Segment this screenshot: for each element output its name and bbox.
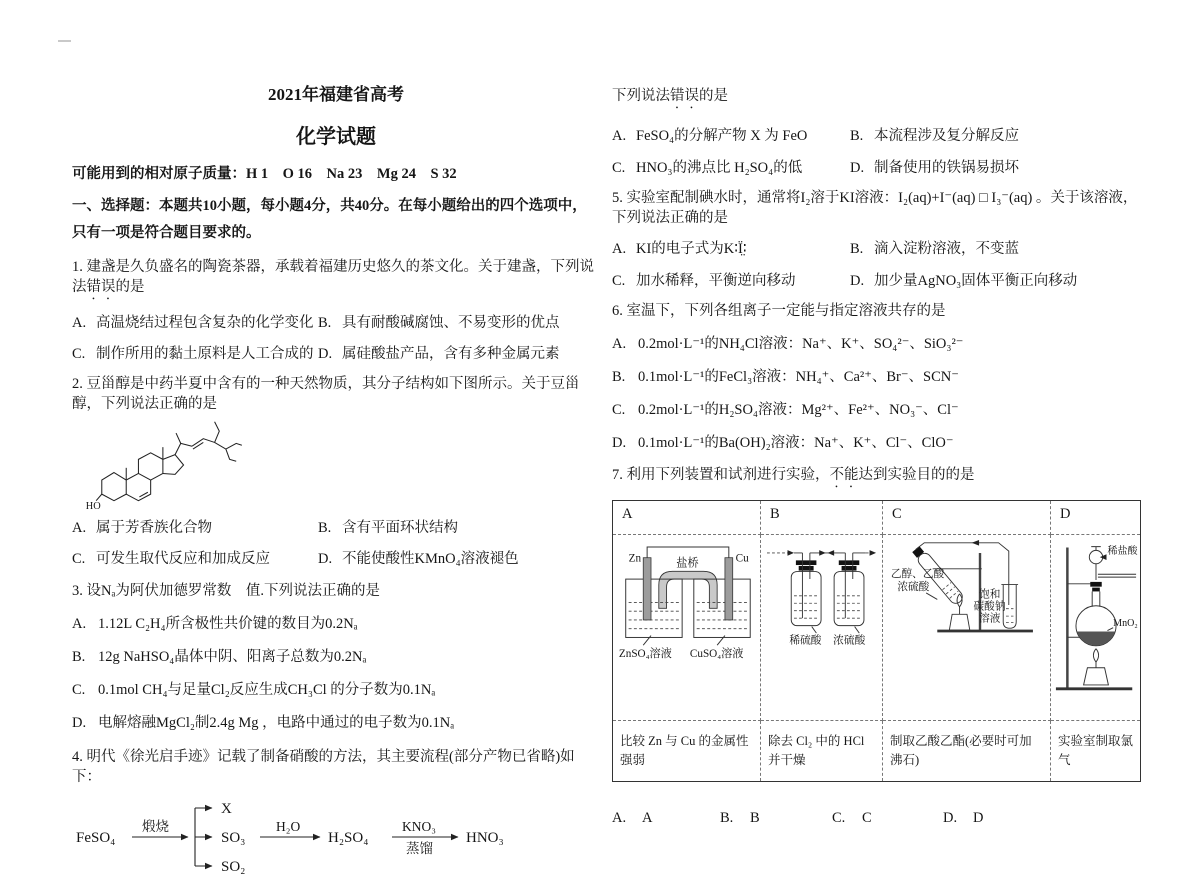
q4-option-a-text: FeSO₄的分解产物 X 为 FeO: [636, 128, 808, 144]
q3-option-a-text: 1.12L C₂H₄所含极性共价键的数目为0.2Nₐ: [98, 616, 358, 632]
q7-answer-c-label: C.: [832, 810, 846, 826]
q1-option-b-text: 具有耐酸碱腐蚀、不易变形的优点: [342, 315, 560, 331]
q1-stem-emphasis: 错误: [86, 279, 116, 295]
q1-options: [72, 313, 600, 364]
q6-option-b-label: B.: [612, 369, 626, 385]
q1-option-a-label: A.: [72, 315, 87, 331]
page-corner-mark: [58, 40, 71, 42]
left-column: [72, 80, 600, 878]
gas-washing-bottles-figure: [765, 538, 879, 648]
q1-option-a: [72, 313, 318, 333]
exam-year-title: 2021年福建省高考: [268, 85, 404, 104]
q6-option-d: [612, 433, 1140, 453]
q3-option-b: [72, 647, 600, 667]
flow-intermediate-h2so4: H₂SO₄: [328, 830, 369, 846]
q2-option-c-label: C.: [72, 551, 86, 567]
q2-option-b-text: 含有平面环状结构: [342, 520, 458, 536]
exam-subject-title: 化学试题: [296, 126, 376, 148]
q1-option-b-label: B.: [318, 315, 332, 331]
q3-option-b-text: 12g NaHSO₄晶体中阴、阳离子总数为0.2Nₐ: [98, 649, 367, 665]
q6-options: [612, 334, 1140, 453]
q5-option-c: [612, 271, 850, 291]
q7-stem-pre: 7. 利用下列装置和试剂进行实验，: [612, 467, 830, 483]
q3-option-a-label: A.: [72, 616, 87, 632]
chlorine-generator-figure: [1052, 538, 1140, 705]
q5-stem: 5. 实验室配制碘水时，通常将I₂溶于KI溶液：I₂(aq)+I⁻(aq) □ I₃⁻(aq) 。关于该溶液，下列说法正确的是: [612, 190, 1138, 226]
stigmasterol-structure-figure: [82, 418, 334, 512]
q7-apparatus-table: [612, 500, 1141, 782]
sodium-carbonate-label: 碳酸钠: [973, 600, 1005, 613]
q7-stem-emphasis: 不能: [829, 467, 859, 483]
cuso4-solution-label: CuSO₄溶液: [689, 647, 743, 660]
q2-option-b: [318, 518, 600, 538]
q3-option-c-text: 0.1mol CH₄与足量Cl₂反应生成CH₃Cl 的分子数为0.1Nₐ: [98, 682, 436, 698]
q3-option-b-label: B.: [72, 649, 86, 665]
q1-stem-post: 的是: [115, 279, 145, 295]
q7-answer-a-text: A: [642, 810, 653, 826]
q6-option-b: [612, 367, 1140, 387]
q4-cont-emphasis: 错误: [670, 88, 699, 104]
q1-option-a-text: 高温烧结过程包含复杂的化学变化: [96, 315, 314, 331]
q7-purpose-c: 制取乙酸乙酯(必要时可加沸石): [883, 721, 1051, 782]
q2-option-d-label: D.: [318, 551, 333, 567]
q6-option-c-text: 0.2mol·L⁻¹的H₂SO₄溶液：Mg²⁺、Fe²⁺、NO₃⁻、Cl⁻: [638, 402, 959, 418]
q3-option-c: [72, 680, 600, 700]
q6-option-c-label: C.: [612, 402, 626, 418]
galvanic-cell-figure: [616, 538, 758, 663]
q1-option-b: [318, 313, 600, 333]
q2-option-d-text: 不能使酸性KMnO₄溶液褪色: [342, 551, 519, 567]
q3-option-d: [72, 713, 600, 733]
q4-option-a-label: A.: [612, 128, 627, 144]
q5-option-d-text: 加少量AgNO₃固体平衡正向移动: [874, 273, 1078, 289]
mno2-label: MnO₂: [1113, 617, 1138, 629]
gas-outlet-tube: [1098, 574, 1136, 577]
q4-option-d-text: 制备使用的铁锅易损坏: [874, 160, 1019, 176]
q3-option-a: [72, 614, 600, 634]
dilute-hcl-label: 稀盐酸: [1107, 546, 1138, 558]
q2-options: [72, 518, 600, 569]
q7-answer-c: [832, 808, 943, 828]
q3-stem: 3. 设Nₐ为阿伏加德罗常数 值.下列说法正确的是: [72, 583, 381, 599]
q4-options: [612, 126, 1140, 178]
q4-cont-pre: 下列说法: [612, 88, 670, 104]
conc-h2so4-label: 浓硫酸: [896, 581, 929, 594]
q7-purpose-b: 除去 Cl₂ 中的 HCl 并干燥: [761, 721, 883, 782]
q4-option-d-label: D.: [850, 160, 865, 176]
q7-table-purpose-row: [613, 721, 1141, 782]
q2-option-a: [72, 518, 318, 538]
salt-bridge-label: 盐桥: [675, 557, 699, 570]
washing-bottle-2: [834, 572, 864, 626]
flow-condition-distill: 蒸馏: [406, 841, 433, 856]
q5-option-c-text: 加水稀释，平衡逆向移动: [636, 273, 796, 289]
section-1-header: 一、选择题：本题共10小题，每小题4分，共40分。在每小题给出的四个选项中，只有一项是符合题目要求的。: [72, 198, 587, 241]
alcohol-lamp: [1084, 668, 1109, 685]
copper-electrode-label: Cu: [735, 552, 749, 565]
q2-option-c: [72, 549, 318, 569]
q7-answer-a-label: A.: [612, 810, 627, 826]
q3-option-d-text: 电解熔融MgCl₂制2.4g Mg ，电路中通过的电子数为0.1Nₐ: [98, 715, 455, 731]
q1-option-d-text: 属硅酸盐产品，含有多种金属元素: [342, 346, 560, 362]
flow-product-hno3: HNO₃: [466, 830, 504, 846]
q7-purpose-d: 实验室制取氯气: [1051, 721, 1141, 782]
q4-cont-post: 的是: [699, 88, 728, 104]
q4-option-b-text: 本流程涉及复分解反应: [874, 128, 1019, 144]
atomic-masses-note: 可能用到的相对原子质量：H 1 O 16 Na 23 Mg 24 S 32: [72, 166, 457, 182]
q7-header-c: C: [883, 501, 1051, 535]
q7-apparatus-cell-a: [613, 535, 761, 721]
flow-branch-so3: SO₃: [221, 830, 246, 846]
q2-option-d: [318, 549, 600, 569]
q7-answer-a: [612, 808, 720, 828]
q4-stem: 4. 明代《徐光启手迹》记载了制备硝酸的方法，其主要流程(部分产物已省略)如下：: [72, 749, 575, 785]
q4-option-c-label: C.: [612, 160, 626, 176]
q7-header-d: D: [1051, 501, 1141, 535]
q6-option-a: [612, 334, 1140, 354]
q7-answer-options: [612, 808, 1140, 828]
q4-option-c-text: HNO₃的沸点比 H₂SO₄的低: [636, 160, 803, 176]
q1-option-d-label: D.: [318, 346, 333, 362]
q7-stem-post: 达到实验目的的是: [858, 467, 975, 483]
q7-table-apparatus-row: [613, 535, 1141, 721]
hydroxyl-label: HO: [85, 501, 101, 513]
q3-option-d-label: D.: [72, 715, 87, 731]
q7-answer-b-label: B.: [720, 810, 734, 826]
q5-option-a-text: KI的电子式为K∶Ï̤∶: [636, 241, 747, 257]
q5-option-b-text: 滴入淀粉溶液，不变蓝: [874, 241, 1019, 257]
zinc-electrode: [643, 558, 651, 620]
q4-continuation-line: [612, 86, 1140, 112]
q7-header-a: A: [613, 501, 761, 535]
q5-option-a: [612, 239, 850, 259]
nitric-acid-flow-diagram: [74, 793, 514, 878]
q5-option-c-label: C.: [612, 273, 626, 289]
q2-option-c-text: 可发生取代反应和加成反应: [96, 551, 270, 567]
q2-option-b-label: B.: [318, 520, 332, 536]
q7-answer-b: [720, 808, 832, 828]
znso4-solution-label: ZnSO₄溶液: [618, 647, 672, 660]
q4-option-c: [612, 158, 850, 178]
q2-option-a-text: 属于芳香族化合物: [96, 520, 212, 536]
copper-electrode: [724, 558, 732, 620]
saturated-label: 饱和: [978, 588, 1000, 601]
alcohol-lamp-flame: [1093, 649, 1098, 662]
q5-options: [612, 239, 1140, 291]
q6-option-b-text: 0.1mol·L⁻¹的FeCl₃溶液：NH₄⁺、Ca²⁺、Br⁻、SCN⁻: [638, 369, 959, 385]
q1-option-d: [318, 344, 600, 364]
flow-condition-water: H₂O: [276, 819, 301, 834]
q5-option-b: [850, 239, 1140, 259]
q5-option-b-label: B.: [850, 241, 864, 257]
q7-apparatus-cell-d: [1051, 535, 1141, 721]
q5-option-d: [850, 271, 1140, 291]
q1-option-c: [72, 344, 318, 364]
q7-answer-b-text: B: [750, 810, 760, 826]
ester-preparation-figure: [889, 538, 1045, 659]
alcohol-lamp: [949, 614, 969, 630]
flow-condition-kno3: KNO₃: [402, 819, 436, 834]
q6-stem: 6. 室温下，下列各组离子一定能与指定溶液共存的是: [612, 303, 946, 319]
q1-stem: [72, 257, 600, 303]
q6-option-d-label: D.: [612, 435, 627, 451]
zinc-electrode-label: Zn: [628, 552, 641, 565]
q7-table-header-row: [613, 501, 1141, 535]
flow-condition-calcine: 煅烧: [142, 819, 169, 834]
q4-option-a: [612, 126, 850, 146]
q7-apparatus-cell-b: [761, 535, 883, 721]
q5-option-a-label: A.: [612, 241, 627, 257]
q5-option-d-label: D.: [850, 273, 865, 289]
flow-branch-so2: SO₂: [221, 859, 246, 875]
q7-answer-d-label: D.: [943, 810, 958, 826]
q3-option-c-label: C.: [72, 682, 86, 698]
q7-header-b: B: [761, 501, 883, 535]
flow-start: FeSO₄: [76, 830, 116, 846]
q6-option-a-text: 0.2mol·L⁻¹的NH₄Cl溶液：Na⁺、K⁺、SO₄²⁻、SiO₃²⁻: [638, 336, 964, 352]
q6-option-c: [612, 400, 1140, 420]
washing-bottle-1: [791, 572, 821, 626]
q7-apparatus-cell-c: [883, 535, 1051, 721]
q7-stem: [612, 465, 1140, 491]
flow-branch-x: X: [221, 801, 232, 817]
q4-option-b: [850, 126, 1140, 146]
q4-option-d: [850, 158, 1140, 178]
q1-stem-pre: 1. 建盏是久负盛名的陶瓷茶器，承载着福建历史悠久的茶文化。关于建盏，下列说法: [72, 259, 594, 295]
q7-answer-d: [943, 808, 983, 828]
ethanol-acetic-acid-label: 乙醇、乙酸: [890, 568, 944, 581]
q6-option-a-label: A.: [612, 336, 627, 352]
dilute-sulfuric-acid-label: 稀硫酸: [788, 634, 822, 647]
q6-option-d-text: 0.1mol·L⁻¹的Ba(OH)₂溶液：Na⁺、K⁺、Cl⁻、ClO⁻: [638, 435, 954, 451]
q1-option-c-label: C.: [72, 346, 86, 362]
q2-option-a-label: A.: [72, 520, 87, 536]
q3-options: [72, 614, 600, 733]
conc-sulfuric-acid-label: 浓硫酸: [832, 634, 865, 647]
q4-option-b-label: B.: [850, 128, 864, 144]
q7-purpose-a: 比较 Zn 与 Cu 的金属性强弱: [613, 721, 761, 782]
q7-answer-c-text: C: [862, 810, 872, 826]
q7-answer-d-text: D: [973, 810, 984, 826]
solution-label: 溶液: [978, 612, 1000, 625]
mno2-solid: [1077, 632, 1115, 646]
q1-option-c-text: 制作所用的黏土原料是人工合成的: [96, 346, 314, 362]
right-column: [612, 80, 1140, 828]
q2-stem: 2. 豆甾醇是中药半夏中含有的一种天然物质，其分子结构如下图所示。关于豆甾醇，下列说法正确的是: [72, 376, 580, 412]
